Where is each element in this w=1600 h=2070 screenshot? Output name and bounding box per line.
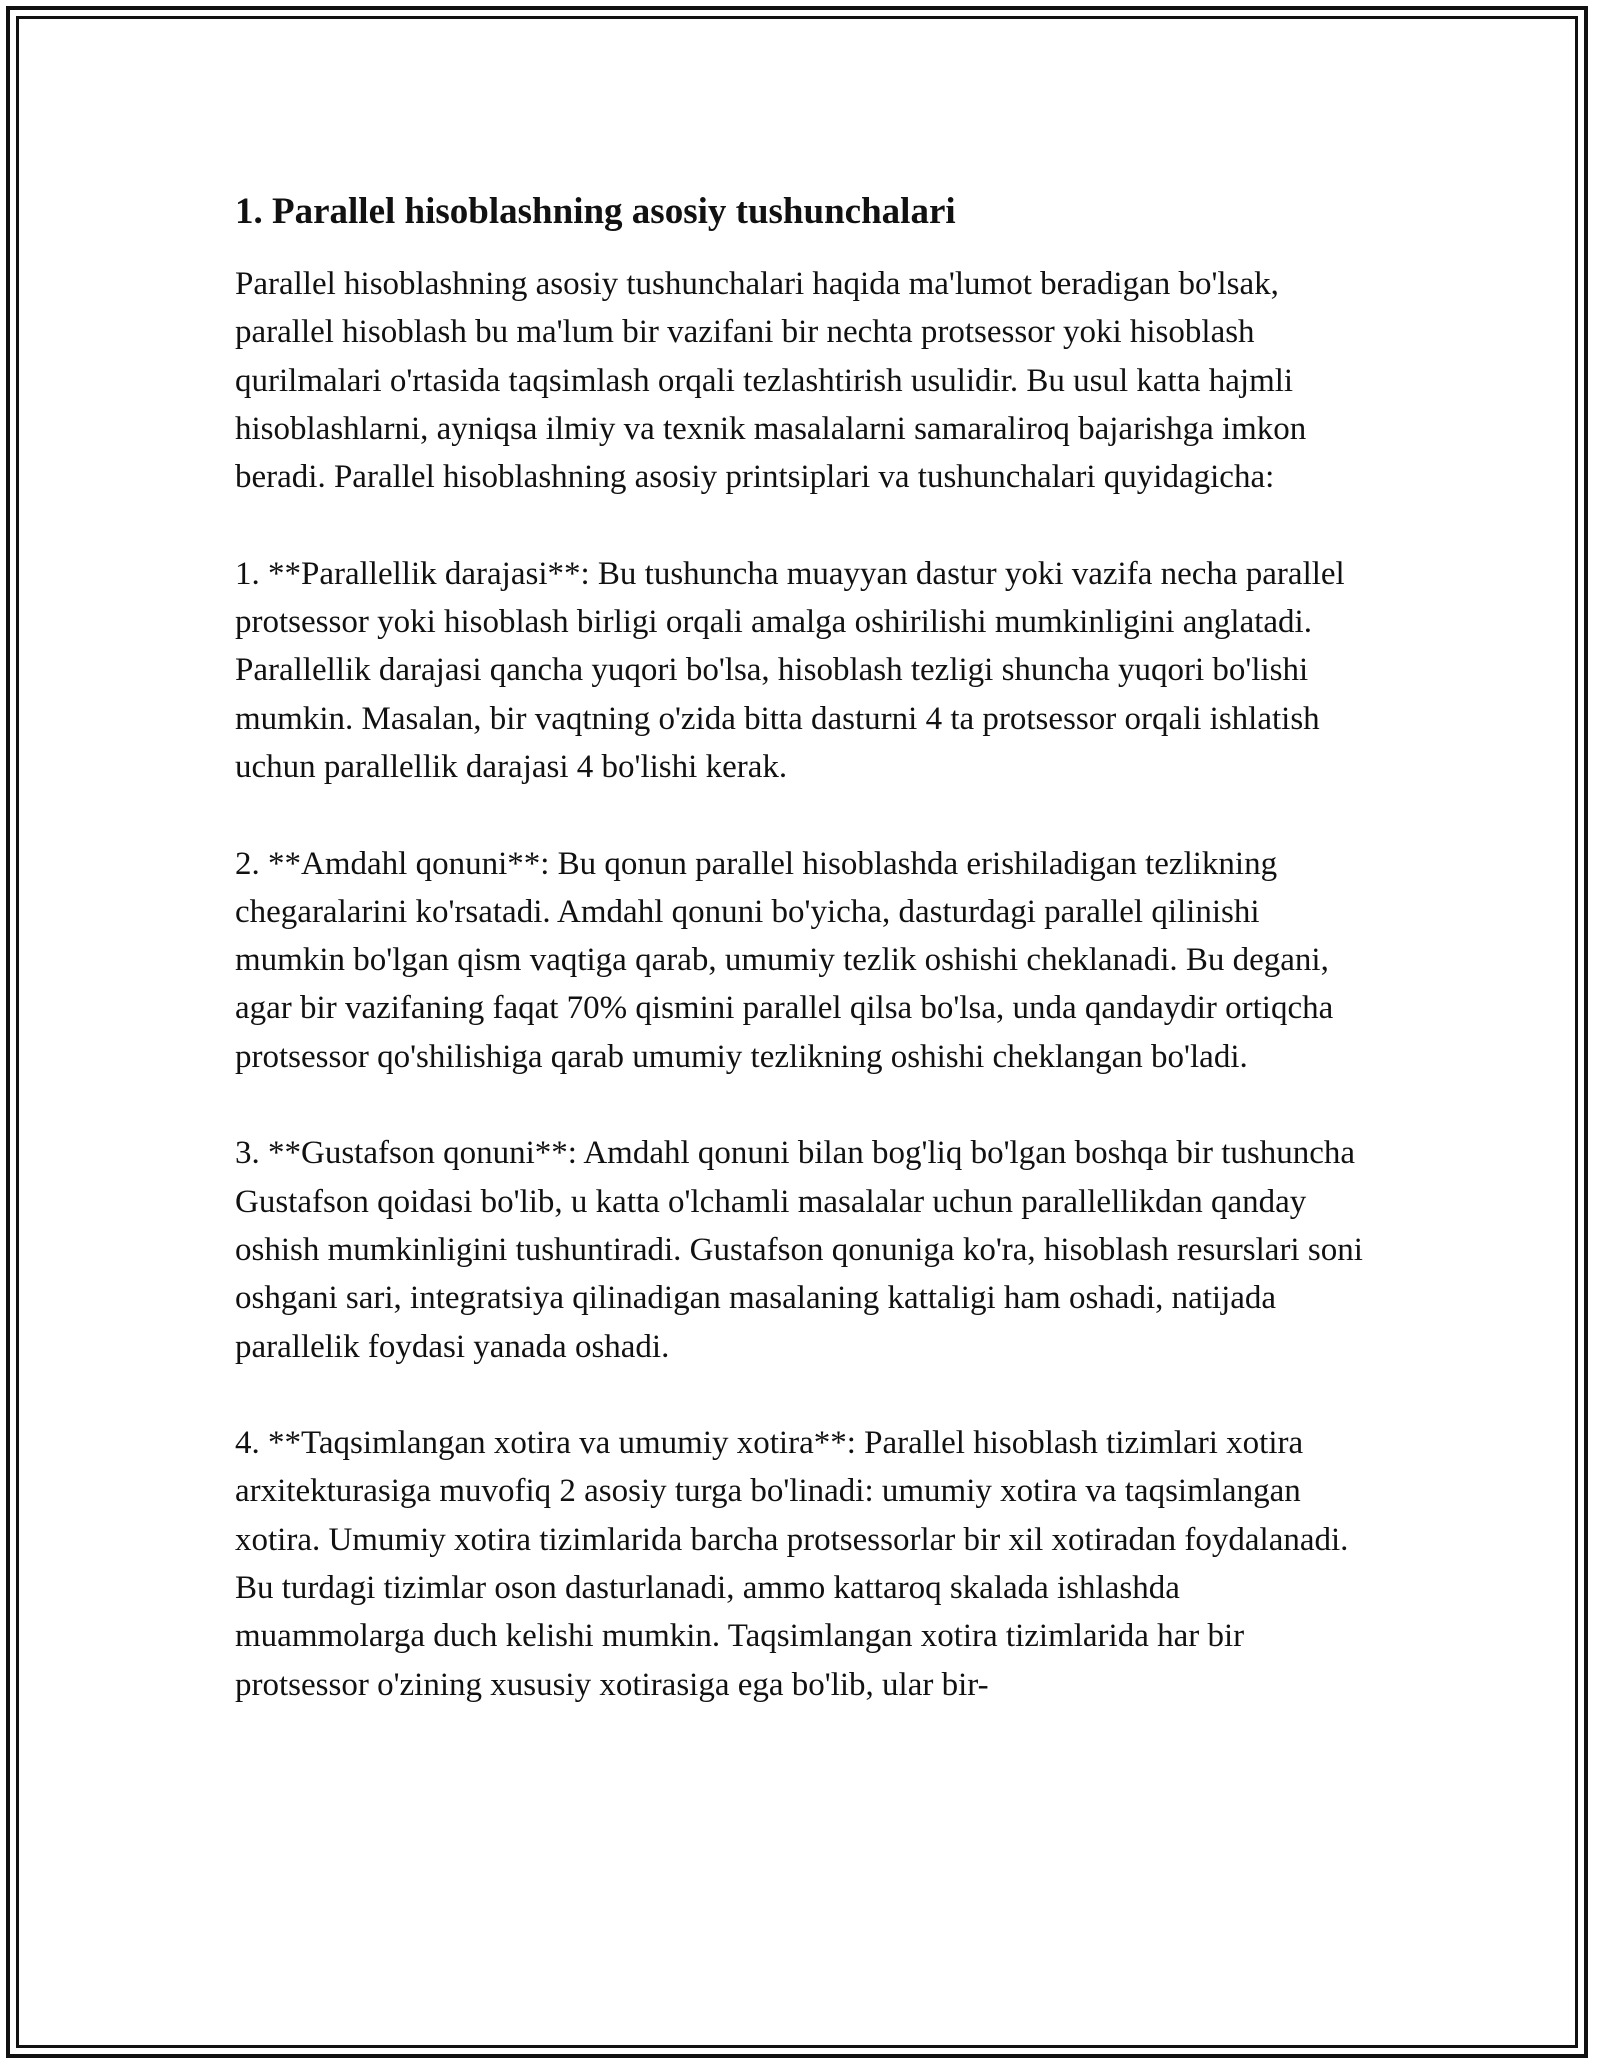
document-body bbox=[235, 188, 1365, 1709]
paragraph-intro: Parallel hisoblashning asosiy tushunchalari haqida ma'lumot beradigan bo'lsak, parallel hisoblash bu ma'lum bir vazifani bir nechta protsessor yoki hisoblash qurilmalari o'rtasida taqsimlash orqali tezlashtirish usulidir. Bu usul katta hajmli hisoblashlarni, ayniqsa ilmiy va texnik masalalarni samaraliroq bajarishga imkon beradi. Parallel hisoblashning asosiy printsiplari va tushunchalari quyidagicha: bbox=[235, 266, 1307, 496]
paragraph-item-4: 4. **Taqsimlangan xotira va umumiy xotira**: Parallel hisoblash tizimlari xotira arxitekturasiga muvofiq 2 asosiy turga bo'linadi: umumiy xotira va taqsimlangan xotira. Umumiy xotira tizimlarida barcha protsessorlar bir xil xotiradan foydalanadi. Bu turdagi tizimlar oson dasturlanadi, ammo kattaroq skalada ishlashda muammolarga duch kelishi mumkin. Taqsimlangan xotira tizimlarida har bir protsessor o'zining xususiy xotirasiga ega bo'lib, ular bir- bbox=[235, 1425, 1349, 1703]
paragraph-item-1: 1. **Parallellik darajasi**: Bu tushuncha muayyan dastur yoki vazifa necha parallel protsessor yoki hisoblash birligi orqali amalga oshirilishi mumkinligini anglatadi. Parallellik darajasi qancha yuqori bo'lsa, hisoblash tezligi shuncha yuqori bo'lishi mumkin. Masalan, bir vaqtning o'zida bitta dasturni 4 ta protsessor orqali ishlatish uchun parallellik darajasi 4 bo'lishi kerak. bbox=[235, 555, 1345, 785]
paragraph-item-2: 2. **Amdahl qonuni**: Bu qonun parallel hisoblashda erishiladigan tezlikning chegaralarini ko'rsatadi. Amdahl qonuni bo'yicha, dasturdagi parallel qilinishi mumkin bo'lgan qism vaqtiga qarab, umumiy tezlik oshishi cheklanadi. Bu degani, agar bir vazifaning faqat 70% qismini parallel qilsa bo'lsa, unda qandaydir ortiqcha protsessor qo'shilishiga qarab umumiy tezlikning oshishi cheklangan bo'ladi. bbox=[235, 845, 1334, 1075]
paragraph-item-3: 3. **Gustafson qonuni**: Amdahl qonuni bilan bog'liq bo'lgan boshqa bir tushuncha Gustafson qoidasi bo'lib, u katta o'lchamli masalalar uchun parallellikdan qanday oshish mumkinligini tushuntiradi. Gustafson qonuniga ko'ra, hisoblash resurslari soni oshgani sari, integratsiya qilinadigan masalaning kattaligi ham oshadi, natijada parallelik foydasi yanada oshadi. bbox=[235, 1135, 1363, 1365]
section-heading: 1. Parallel hisoblashning asosiy tushunchalari bbox=[235, 191, 956, 232]
